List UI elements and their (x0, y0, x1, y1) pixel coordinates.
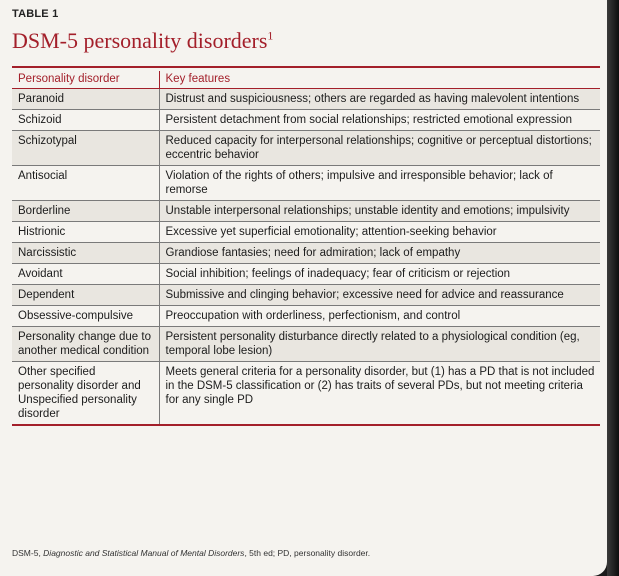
disorder-cell: Paranoid (12, 89, 159, 110)
table-footnote (12, 548, 370, 558)
table-label: TABLE 1 (12, 8, 59, 20)
features-cell: Persistent personality disturbance directly related to a physiological condition (eg, temporal lobe lesion) (159, 327, 600, 362)
disorder-cell: Avoidant (12, 264, 159, 285)
disorder-cell: Schizoid (12, 110, 159, 131)
features-cell: Persistent detachment from social relationships; restricted emotional expression (159, 110, 600, 131)
features-cell: Submissive and clinging behavior; excessive need for advice and reassurance (159, 285, 600, 306)
disorder-cell: Dependent (12, 285, 159, 306)
table-row (12, 110, 600, 131)
footnote-suffix: , 5th ed; PD, personality disorder. (244, 548, 371, 558)
footnote-italic: Diagnostic and Statistical Manual of Mental Disorders (43, 548, 245, 558)
table-row (12, 89, 600, 110)
features-cell: Reduced capacity for interpersonal relationships; cognitive or perceptual distortions; eccentric behavior (159, 131, 600, 166)
table-row (12, 243, 600, 264)
disorder-cell: Personality change due to another medical condition (12, 327, 159, 362)
table-title (12, 28, 273, 54)
title-reference: 1 (267, 28, 274, 43)
features-cell: Meets general criteria for a personality disorder, but (1) has a PD that is not included in the DSM-5 classification or (2) has traits of several PDs, but not meeting criteria for any single PD (159, 362, 600, 426)
table-row (12, 264, 600, 285)
features-cell: Unstable interpersonal relationships; unstable identity and emotions; impulsivity (159, 201, 600, 222)
disorder-cell: Schizotypal (12, 131, 159, 166)
header-disorder: Personality disorder (12, 71, 159, 89)
features-cell: Violation of the rights of others; impulsive and irresponsible behavior; lack of remorse (159, 166, 600, 201)
table-row (12, 327, 600, 362)
header-features: Key features (159, 71, 600, 89)
table-row (12, 131, 600, 166)
title-rule (12, 66, 600, 68)
table-row (12, 201, 600, 222)
table-row (12, 362, 600, 426)
table-row (12, 306, 600, 327)
table-row (12, 285, 600, 306)
disorder-cell: Borderline (12, 201, 159, 222)
features-cell: Social inhibition; feelings of inadequacy; fear of criticism or rejection (159, 264, 600, 285)
table-header-row (12, 71, 600, 89)
features-cell: Excessive yet superficial emotionality; attention-seeking behavior (159, 222, 600, 243)
features-cell: Preoccupation with orderliness, perfectionism, and control (159, 306, 600, 327)
footnote-prefix: DSM-5, (12, 548, 44, 558)
table-row (12, 222, 600, 243)
disorder-cell: Other specified personality disorder and Unspecified personality disorder (12, 362, 159, 426)
features-cell: Grandiose fantasies; need for admiration; lack of empathy (159, 243, 600, 264)
disorder-cell: Antisocial (12, 166, 159, 201)
device-edge (607, 0, 619, 576)
disorder-cell: Histrionic (12, 222, 159, 243)
features-cell: Distrust and suspiciousness; others are regarded as having malevolent intentions (159, 89, 600, 110)
table-row (12, 166, 600, 201)
disorder-cell: Obsessive-compulsive (12, 306, 159, 327)
disorders-table (12, 71, 600, 426)
disorder-cell: Narcissistic (12, 243, 159, 264)
table-title-text: DSM-5 personality disorders (12, 28, 268, 53)
